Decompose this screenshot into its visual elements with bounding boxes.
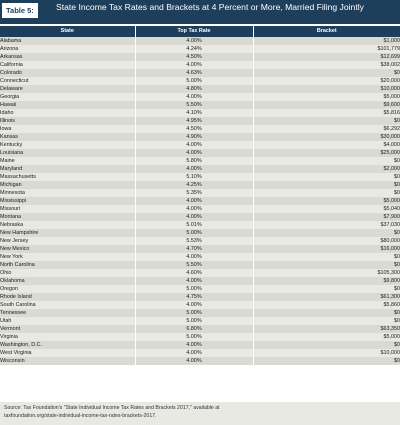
bracket-cell: $101,779 — [253, 45, 400, 53]
state-cell: Ohio — [0, 269, 135, 277]
top-tax-rate-cell: 5.00% — [135, 317, 253, 325]
top-tax-rate-cell: 4.00% — [135, 205, 253, 213]
bracket-cell: $5,816 — [253, 109, 400, 117]
top-tax-rate-cell: 5.80% — [135, 157, 253, 165]
state-cell: New Mexico — [0, 245, 135, 253]
table-row — [0, 149, 400, 157]
state-cell: New Jersey — [0, 237, 135, 245]
state-cell: Arizona — [0, 45, 135, 53]
top-tax-rate-cell: 5.50% — [135, 261, 253, 269]
table-row — [0, 341, 400, 349]
top-tax-rate-cell: 4.50% — [135, 125, 253, 133]
top-tax-rate-cell: 4.00% — [135, 277, 253, 285]
top-tax-rate-cell: 6.80% — [135, 325, 253, 333]
bracket-cell: $0 — [253, 317, 400, 325]
state-cell: Maine — [0, 157, 135, 165]
table-row — [0, 205, 400, 213]
bracket-cell: $1,000 — [253, 37, 400, 45]
bracket-cell: $2,000 — [253, 165, 400, 173]
state-cell: Virginia — [0, 333, 135, 341]
state-cell: Mississippi — [0, 197, 135, 205]
top-tax-rate-cell: 4.00% — [135, 197, 253, 205]
top-tax-rate-cell: 4.00% — [135, 349, 253, 357]
table-row — [0, 157, 400, 165]
state-cell: Montana — [0, 213, 135, 221]
bracket-cell: $10,000 — [253, 349, 400, 357]
bracket-cell: $0 — [253, 69, 400, 77]
table-row — [0, 125, 400, 133]
bracket-cell: $9,800 — [253, 277, 400, 285]
top-tax-rate-cell: 5.50% — [135, 101, 253, 109]
bracket-cell: $30,000 — [253, 133, 400, 141]
table-row — [0, 109, 400, 117]
table-row — [0, 285, 400, 293]
state-cell: Michigan — [0, 181, 135, 189]
bracket-cell: $0 — [253, 309, 400, 317]
bracket-cell: $4,000 — [253, 141, 400, 149]
column-header-row — [0, 26, 400, 37]
table-row — [0, 245, 400, 253]
column-header-bracket: Bracket — [253, 26, 400, 37]
top-tax-rate-cell: 4.50% — [135, 53, 253, 61]
top-tax-rate-cell: 4.00% — [135, 357, 253, 365]
top-tax-rate-cell: 4.00% — [135, 213, 253, 221]
top-tax-rate-cell: 5.53% — [135, 237, 253, 245]
source-line-2: taxfoundation.org/state-individual-income-tax-rates-brackets-2017. — [4, 412, 157, 419]
bracket-cell: $10,000 — [253, 85, 400, 93]
bracket-cell: $12,699 — [253, 53, 400, 61]
table-row — [0, 45, 400, 53]
source-note — [4, 405, 384, 420]
top-tax-rate-cell: 4.00% — [135, 149, 253, 157]
table-row — [0, 197, 400, 205]
source-line-1: Source: Tax Foundation's "State Individual Income Tax Rates and Brackets 2017," available at — [4, 405, 220, 411]
bracket-cell: $0 — [253, 357, 400, 365]
table-row — [0, 173, 400, 181]
bracket-cell: $5,860 — [253, 301, 400, 309]
bracket-cell: $0 — [253, 285, 400, 293]
table-row — [0, 357, 400, 365]
top-tax-rate-cell: 4.24% — [135, 45, 253, 53]
bracket-cell: $9,600 — [253, 101, 400, 109]
table-row — [0, 229, 400, 237]
top-tax-rate-cell: 4.00% — [135, 93, 253, 101]
table-row — [0, 293, 400, 301]
state-cell: Vermont — [0, 325, 135, 333]
state-cell: Iowa — [0, 125, 135, 133]
top-tax-rate-cell: 4.80% — [135, 85, 253, 93]
state-cell: South Carolina — [0, 301, 135, 309]
table-row — [0, 277, 400, 285]
top-tax-rate-cell: 4.75% — [135, 293, 253, 301]
bracket-cell: $0 — [253, 261, 400, 269]
top-tax-rate-cell: 4.00% — [135, 37, 253, 45]
top-tax-rate-cell: 4.70% — [135, 245, 253, 253]
top-tax-rate-cell: 4.00% — [135, 61, 253, 69]
tax-rates-table — [0, 26, 400, 365]
state-cell: West Virginia — [0, 349, 135, 357]
state-cell: Idaho — [0, 109, 135, 117]
source-footer — [0, 402, 400, 425]
bracket-cell: $37,030 — [253, 221, 400, 229]
state-cell: Utah — [0, 317, 135, 325]
table-number-badge: Table 5: — [2, 3, 38, 18]
table-row — [0, 301, 400, 309]
table-row — [0, 309, 400, 317]
state-cell: Washington, D.C. — [0, 341, 135, 349]
state-cell: Rhode Island — [0, 293, 135, 301]
bracket-cell: $0 — [253, 173, 400, 181]
top-tax-rate-cell: 5.00% — [135, 285, 253, 293]
table-row — [0, 261, 400, 269]
table-row — [0, 53, 400, 61]
state-cell: Alabama — [0, 37, 135, 45]
state-cell: Connecticut — [0, 77, 135, 85]
table-row — [0, 61, 400, 69]
top-tax-rate-cell: 5.10% — [135, 173, 253, 181]
top-tax-rate-cell: 4.60% — [135, 269, 253, 277]
bracket-cell: $20,000 — [253, 77, 400, 85]
table-row — [0, 37, 400, 45]
state-cell: Missouri — [0, 205, 135, 213]
bracket-cell: $5,000 — [253, 197, 400, 205]
top-tax-rate-cell: 5.00% — [135, 333, 253, 341]
state-cell: Nebraska — [0, 221, 135, 229]
table-row — [0, 93, 400, 101]
table-row — [0, 117, 400, 125]
top-tax-rate-cell: 5.01% — [135, 221, 253, 229]
table-body — [0, 37, 400, 365]
bracket-cell: $5,000 — [253, 93, 400, 101]
state-cell: Hawaii — [0, 101, 135, 109]
bracket-cell: $0 — [253, 341, 400, 349]
table-row — [0, 237, 400, 245]
state-cell: Georgia — [0, 93, 135, 101]
state-cell: Kansas — [0, 133, 135, 141]
top-tax-rate-cell: 4.63% — [135, 69, 253, 77]
bracket-cell: $61,300 — [253, 293, 400, 301]
top-tax-rate-cell: 4.00% — [135, 141, 253, 149]
state-cell: Massachusetts — [0, 173, 135, 181]
top-tax-rate-cell: 4.00% — [135, 253, 253, 261]
table-row — [0, 189, 400, 197]
top-tax-rate-cell: 4.00% — [135, 301, 253, 309]
state-cell: Delaware — [0, 85, 135, 93]
bracket-cell: $0 — [253, 229, 400, 237]
state-cell: New Hampshire — [0, 229, 135, 237]
top-tax-rate-cell: 4.90% — [135, 133, 253, 141]
table-row — [0, 181, 400, 189]
top-tax-rate-cell: 4.25% — [135, 181, 253, 189]
table-row — [0, 141, 400, 149]
top-tax-rate-cell: 5.00% — [135, 77, 253, 85]
bracket-cell: $0 — [253, 181, 400, 189]
state-cell: Colorado — [0, 69, 135, 77]
bracket-cell: $80,000 — [253, 237, 400, 245]
table-row — [0, 165, 400, 173]
table-row — [0, 269, 400, 277]
state-cell: New York — [0, 253, 135, 261]
table-title: State Income Tax Rates and Brackets at 4 Percent or More, Married Filing Jointly — [56, 2, 364, 12]
bracket-cell: $16,000 — [253, 245, 400, 253]
table-row — [0, 349, 400, 357]
top-tax-rate-cell: 4.95% — [135, 117, 253, 125]
bracket-cell: $38,002 — [253, 61, 400, 69]
table-row — [0, 317, 400, 325]
column-header-top-tax-rate: Top Tax Rate — [135, 26, 253, 37]
table-row — [0, 101, 400, 109]
state-cell: Minnesota — [0, 189, 135, 197]
column-header-state: State — [0, 26, 135, 37]
table-row — [0, 333, 400, 341]
state-cell: Tennessee — [0, 309, 135, 317]
top-tax-rate-cell: 5.35% — [135, 189, 253, 197]
state-cell: Oklahoma — [0, 277, 135, 285]
state-cell: North Carolina — [0, 261, 135, 269]
table-row — [0, 221, 400, 229]
state-cell: Illinois — [0, 117, 135, 125]
state-cell: Wisconsin — [0, 357, 135, 365]
bracket-cell: $6,292 — [253, 125, 400, 133]
bracket-cell: $5,040 — [253, 205, 400, 213]
bracket-cell: $0 — [253, 253, 400, 261]
state-cell: Kentucky — [0, 141, 135, 149]
table-row — [0, 325, 400, 333]
bracket-cell: $0 — [253, 189, 400, 197]
state-cell: Louisiana — [0, 149, 135, 157]
bracket-cell: $5,000 — [253, 333, 400, 341]
bracket-cell: $7,900 — [253, 213, 400, 221]
state-cell: Arkansas — [0, 53, 135, 61]
state-cell: Oregon — [0, 285, 135, 293]
table-row — [0, 213, 400, 221]
top-tax-rate-cell: 5.00% — [135, 229, 253, 237]
state-cell: Maryland — [0, 165, 135, 173]
bracket-cell: $105,300 — [253, 269, 400, 277]
bracket-cell: $0 — [253, 117, 400, 125]
table-row — [0, 85, 400, 93]
bracket-cell: $63,350 — [253, 325, 400, 333]
state-cell: California — [0, 61, 135, 69]
table-row — [0, 69, 400, 77]
top-tax-rate-cell: 5.00% — [135, 309, 253, 317]
table-row — [0, 77, 400, 85]
top-tax-rate-cell: 4.00% — [135, 341, 253, 349]
table-row — [0, 133, 400, 141]
bracket-cell: $0 — [253, 157, 400, 165]
table-header-bar — [0, 0, 400, 24]
top-tax-rate-cell: 4.10% — [135, 109, 253, 117]
bracket-cell: $25,000 — [253, 149, 400, 157]
table-row — [0, 253, 400, 261]
top-tax-rate-cell: 4.00% — [135, 165, 253, 173]
